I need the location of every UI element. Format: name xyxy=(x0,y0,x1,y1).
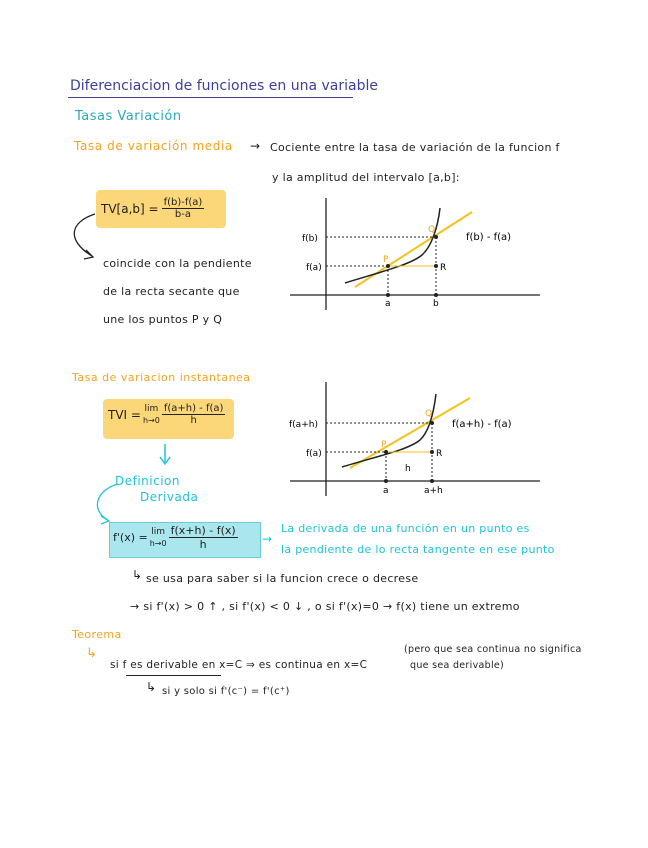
tvi-label-fah: f(a+h) xyxy=(289,420,318,430)
tvi-label-a: a xyxy=(383,486,389,496)
teorema-aside-line2: que sea derivable) xyxy=(410,660,505,671)
tvm-note-line2: de la recta secante que xyxy=(103,285,240,298)
tvi-limit-word: lim xyxy=(144,403,159,414)
tvi-label-fa: f(a) xyxy=(306,449,322,459)
teorema-sub-arrow-icon: ↳ xyxy=(146,680,157,694)
section-heading-tasas: Tasas Variación xyxy=(75,109,182,124)
derivative-formula-lhs: f'(x) = xyxy=(113,531,148,544)
derivative-description-line2: la pendiente de lo recta tangente en ese punto xyxy=(281,543,555,556)
tvi-heading: Tasa de variacion instantanea xyxy=(72,371,251,384)
tvm-heading: Tasa de variación media xyxy=(74,139,233,153)
tvi-label-ah: a+h xyxy=(424,486,443,496)
tvm-formula-denominator: b-a xyxy=(174,209,191,220)
teorema-line1: si f es derivable en x=C ⇒ es continua en x=C xyxy=(110,659,368,671)
tvm-label-q: Q xyxy=(428,225,436,235)
tvi-label-r: R xyxy=(436,449,443,459)
derivative-limit-sub: h→0 xyxy=(149,538,167,548)
tvm-label-p: P xyxy=(383,255,389,265)
tvm-label-b: b xyxy=(433,299,439,309)
definition-label-line1: Definicion xyxy=(115,474,180,488)
tvm-label-fa: f(a) xyxy=(306,263,322,273)
definition-arrow-head xyxy=(101,516,109,524)
tvi-point-r-dot xyxy=(430,450,434,454)
tvi-point-q-dot xyxy=(430,421,434,425)
tvi-label-h: h xyxy=(405,464,411,474)
tvm-point-a-dot xyxy=(386,293,390,297)
tvi-point-p-dot xyxy=(384,450,388,454)
tvm-formula-lhs: TV[a,b] = xyxy=(101,201,159,216)
tvi-label-side: f(a+h) - f(a) xyxy=(452,419,512,430)
usage-line2: → si f'(x) > 0 ↑ , si f'(x) < 0 ↓ , o si f'(x)=0 → f(x) tiene un extremo xyxy=(130,600,520,613)
teorema-heading: Teorema xyxy=(72,628,122,641)
tvm-curve xyxy=(345,208,440,283)
tvm-point-b-dot xyxy=(434,293,438,297)
tvi-label-p: P xyxy=(381,440,387,450)
tvm-note-line1: coincide con la pendiente xyxy=(103,257,252,270)
page-title: Diferenciacion de funciones en una variable xyxy=(70,78,378,94)
tvi-graph xyxy=(289,382,540,496)
tvm-secant-line xyxy=(355,212,472,287)
tvm-formula-numerator: f(b)-f(a) xyxy=(163,197,203,208)
teorema-line2: si y solo si f'(c⁻) = f'(c⁺) xyxy=(162,686,290,697)
tvi-point-ah-dot xyxy=(430,479,434,483)
tvm-description-line1: Cociente entre la tasa de variación de la funcion f xyxy=(270,141,560,154)
derivative-formula-denominator: h xyxy=(199,538,207,551)
tvm-arrow: → xyxy=(250,139,261,153)
tvi-label-q: Q xyxy=(425,409,433,419)
tvm-label-side: f(b) - f(a) xyxy=(466,232,512,243)
tvi-secant-line xyxy=(350,398,470,468)
derivative-arrow-icon: → xyxy=(262,532,273,546)
usage-line1: se usa para saber si la funcion crece o decrese xyxy=(146,572,419,585)
tvi-limit-sub: h→0 xyxy=(142,415,160,425)
tvm-point-r-dot xyxy=(434,264,438,268)
derivative-formula-numerator: f(x+h) - f(x) xyxy=(170,524,236,537)
tvm-note-line3: une los puntos P y Q xyxy=(103,313,223,326)
usage-arrow-icon: ↳ xyxy=(132,568,143,582)
tvi-point-a-dot xyxy=(384,479,388,483)
tvi-formula-numerator: f(a+h) - f(a) xyxy=(163,403,224,414)
tvm-note-curve-arrow xyxy=(74,214,95,256)
tvm-description-line2: y la amplitud del intervalo [a,b]: xyxy=(272,171,460,184)
tvm-graph xyxy=(290,198,540,310)
derivative-limit-word: lim xyxy=(151,526,166,537)
tvi-formula-denominator: h xyxy=(190,415,197,426)
tvi-curve xyxy=(342,394,436,467)
definition-curve-arrow xyxy=(97,484,118,520)
teorema-arrow-icon: ↳ xyxy=(86,646,97,661)
tvm-label-r: R xyxy=(440,263,447,273)
tvm-label-fb: f(b) xyxy=(302,234,318,244)
teorema-aside-line1: (pero que sea continua no significa xyxy=(404,644,582,655)
tvi-formula-lhs: TVI = xyxy=(108,407,141,422)
definition-label-line2: Derivada xyxy=(140,490,199,504)
tvm-point-q-dot xyxy=(434,235,438,239)
tvm-label-a: a xyxy=(385,299,391,309)
derivative-description-line1: La derivada de una función en un punto es xyxy=(281,522,530,535)
